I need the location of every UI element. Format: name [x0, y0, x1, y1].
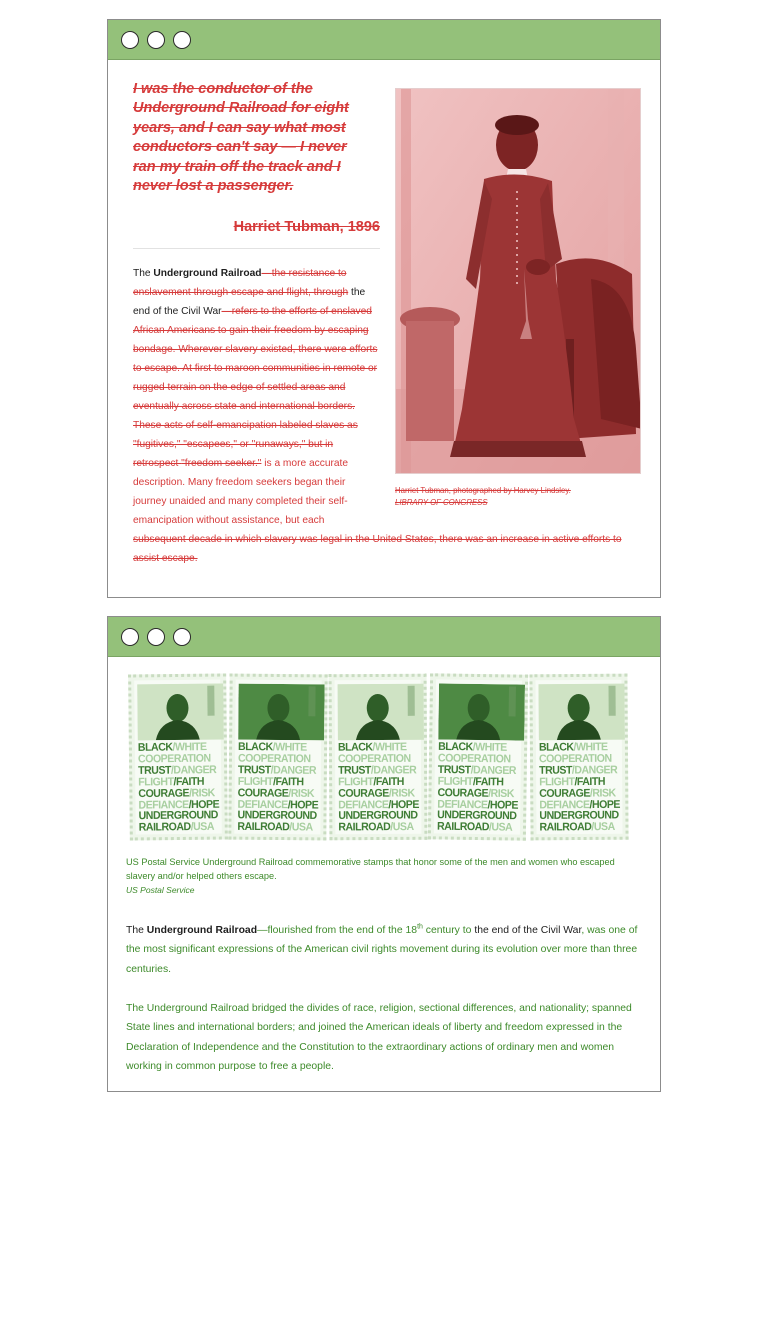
- stamp-word: TRUST: [539, 763, 572, 777]
- stamp-word: /WHITE: [372, 740, 407, 754]
- stamp-word: COOPERATION: [137, 752, 211, 766]
- caption-credit: US Postal Service: [126, 885, 195, 895]
- stamp-face: [234, 680, 321, 835]
- window-titlebar: [108, 617, 660, 657]
- stamp-word: UNDERGROUND: [338, 809, 418, 823]
- article-window-bottom: [107, 616, 661, 1092]
- body-text: The: [133, 268, 154, 279]
- stamp-word: DEFIANCE: [437, 797, 488, 811]
- stamp-word: DEFIANCE: [338, 798, 389, 812]
- stamp: [529, 674, 628, 841]
- quote-attribution: Harriet Tubman, 1896: [233, 219, 380, 235]
- stamp-word: /RISK: [488, 786, 515, 800]
- stamp-word: /HOPE: [188, 797, 220, 811]
- body-text: the end of the Civil War: [474, 925, 582, 936]
- struck-text: the resistance to enslavement through escape and flight, through: [133, 268, 349, 298]
- body-text: The: [126, 925, 147, 936]
- stamp-word: FLIGHT: [437, 774, 473, 788]
- stamp-word: TRUST: [237, 763, 271, 777]
- stamp-word: COURAGE: [138, 786, 190, 800]
- stamp-word: DEFIANCE: [539, 798, 590, 812]
- stamp-word: UNDERGROUND: [437, 809, 517, 823]
- stamp-word: TRUST: [338, 763, 371, 777]
- stamp-word: /USA: [591, 820, 615, 834]
- stamp-face: [335, 680, 422, 834]
- paragraph-intro: [126, 921, 646, 979]
- stamp-word: DEFIANCE: [138, 798, 189, 812]
- stamp-word: COURAGE: [338, 786, 389, 800]
- stamp-strip-image: [127, 674, 642, 846]
- stamp-honoree-name: [509, 686, 516, 716]
- stamp-word: /FAITH: [472, 775, 504, 789]
- stamp-honoree-name: [408, 686, 415, 716]
- caption-credit: LIBRARY OF CONGRESS: [395, 498, 488, 507]
- stamp-word: RAILROAD: [539, 821, 592, 834]
- stamp-face: [434, 679, 522, 834]
- paragraph-second: The Underground Railroad bridged the divides of race, religion, sectional differences, and nationality; spanned State lines and international borders; and joined the American ideals of liberty and freedom expressed in the Declaration of Independence and the Constitution to the extraordinary actions of ordinary men and women working in common purpose to free a people.: [126, 1003, 632, 1073]
- window-control-button[interactable]: [121, 31, 139, 49]
- stamp-word: TRUST: [138, 763, 172, 777]
- stamp-word: BLACK: [137, 741, 173, 754]
- stamp-word: /RISK: [288, 786, 315, 800]
- struck-text: "freedom seeker.": [181, 458, 262, 469]
- ordinal-suffix: th: [417, 923, 423, 931]
- stamp-word: /FAITH: [373, 775, 404, 788]
- stamp-word: COOPERATION: [237, 752, 311, 766]
- stamp-word: RAILROAD: [138, 820, 191, 835]
- stamp-word: /USA: [190, 820, 215, 834]
- stamp: [329, 674, 428, 841]
- stamp-word: BLACK: [238, 740, 273, 754]
- stamp-wordlist: [539, 742, 628, 834]
- stamp-wordlist: [437, 741, 526, 834]
- stamp-word: /FAITH: [272, 775, 304, 789]
- photo-caption: [395, 485, 641, 509]
- stamp-word: /USA: [488, 821, 513, 835]
- window-titlebar: [108, 20, 660, 60]
- stamp-word: /USA: [289, 821, 313, 835]
- stamp-face: [535, 680, 622, 835]
- article-window-top: [107, 19, 661, 598]
- stamp-honoree-name: [609, 686, 616, 716]
- stamp-word: RAILROAD: [338, 821, 391, 834]
- stamp-word: /HOPE: [589, 797, 620, 811]
- stamp-word: /RISK: [589, 786, 616, 800]
- window-control-button[interactable]: [121, 628, 139, 646]
- stamp-word: /DANGER: [571, 763, 618, 777]
- stamp-honoree-name: [308, 686, 315, 716]
- body-text: is a more accurate description. Many freedom seekers began their journey unaided and many completed their self-emancipation without assistance, but each: [133, 458, 349, 526]
- stamp-word: /WHITE: [272, 740, 307, 754]
- stamp-word: TRUST: [437, 763, 471, 777]
- stamp-word: /DANGER: [170, 763, 217, 777]
- caption-text: Harriet Tubman, photographed by Harvey Lindsley.: [395, 486, 571, 495]
- struck-text: refers to the efforts of enslaved African Americans to gain their freedom by escaping bondage. Wherever slavery existed, there were efforts to escape. At first to maroon communities in remote or rugged terrain on the edge of settled areas and eventually across state and international borders. These acts of self-emancipation labeled slaves as "fugitives," "escapees," or "runaways," but in retrospect: [133, 306, 378, 469]
- body-text: —: [261, 268, 272, 279]
- window-control-button[interactable]: [147, 31, 165, 49]
- stamp-word: RAILROAD: [237, 820, 290, 834]
- stamp-word: /USA: [390, 820, 414, 834]
- stamp-word: BLACK: [438, 740, 473, 754]
- stamp-word: /RISK: [188, 786, 215, 800]
- stamp-word: FLIGHT: [138, 775, 174, 789]
- stamp-honoree-name: [207, 686, 214, 716]
- stamp-word: /FAITH: [173, 775, 205, 788]
- stamp-word: COOPERATION: [538, 752, 612, 766]
- stamp-word: /HOPE: [487, 798, 519, 812]
- stamp-wordlist: [338, 742, 426, 834]
- stamp-word: /DANGER: [370, 763, 417, 777]
- stamp-word: UNDERGROUND: [237, 809, 317, 823]
- stamp-word: /HOPE: [287, 798, 319, 812]
- stamp-word: FLIGHT: [237, 774, 274, 788]
- stamp-word: /DANGER: [470, 763, 517, 777]
- stamp-word: /RISK: [388, 786, 415, 800]
- stamp-word: UNDERGROUND: [138, 809, 218, 823]
- divider: [133, 248, 380, 249]
- stamp-word: COURAGE: [539, 786, 590, 800]
- stamp-word: FLIGHT: [338, 775, 374, 789]
- stamp-wordlist: [138, 741, 227, 834]
- body-term: Underground Railroad: [153, 268, 262, 279]
- stamp-word: BLACK: [538, 740, 574, 754]
- stamp-word: COURAGE: [237, 786, 289, 800]
- body-text: —flourished from the end of the 18: [257, 925, 418, 936]
- stamp-word: /WHITE: [172, 740, 207, 754]
- stamp-face: [134, 680, 222, 835]
- body-text: century to: [422, 925, 475, 936]
- stamp-wordlist: [237, 742, 326, 834]
- stamp-word: COOPERATION: [337, 752, 411, 766]
- window-control-button[interactable]: [173, 628, 191, 646]
- stamp-word: COURAGE: [437, 786, 489, 800]
- stamp-word: UNDERGROUND: [539, 809, 619, 823]
- body-text: the end of the Civil War: [133, 287, 366, 317]
- window-control-button[interactable]: [173, 31, 191, 49]
- stamp: [128, 673, 228, 840]
- stamp-word: /WHITE: [573, 740, 608, 754]
- stamp-word: /FAITH: [574, 775, 606, 788]
- body-term: Underground Railroad: [146, 925, 258, 936]
- window-control-button[interactable]: [147, 628, 165, 646]
- stamp-word: DEFIANCE: [237, 797, 288, 811]
- stamp-word: /DANGER: [270, 763, 317, 777]
- stamp-word: BLACK: [337, 740, 373, 754]
- stamp: [228, 674, 327, 841]
- photo-illustration: [396, 89, 641, 474]
- stamp-word: RAILROAD: [436, 820, 490, 834]
- stamp-word: /WHITE: [472, 740, 507, 754]
- struck-text: subsequent decade in which slavery was legal in the United States, there was an increase in active efforts to assist escape.: [133, 534, 622, 564]
- stamp: [428, 673, 528, 840]
- stamp-word: FLIGHT: [539, 775, 575, 789]
- body-text: , was one of the most significant expressions of the American civil rights movement during its evolution over more than three centuries.: [126, 925, 638, 975]
- stamps-caption: [126, 855, 646, 897]
- portrait-photo: [395, 88, 641, 474]
- stamp-word: COOPERATION: [437, 751, 511, 766]
- caption-text: US Postal Service Underground Railroad commemorative stamps that honor some of the men and women who escaped slavery and/or helped others escape.: [126, 857, 615, 881]
- stamp-word: /HOPE: [388, 797, 419, 811]
- pull-quote: I was the conductor of the Underground Railroad for eight years, and I can say what most conductors can't say — I never ran my train off the track and I never lost a passenger.: [133, 81, 349, 195]
- body-text: —: [221, 306, 232, 317]
